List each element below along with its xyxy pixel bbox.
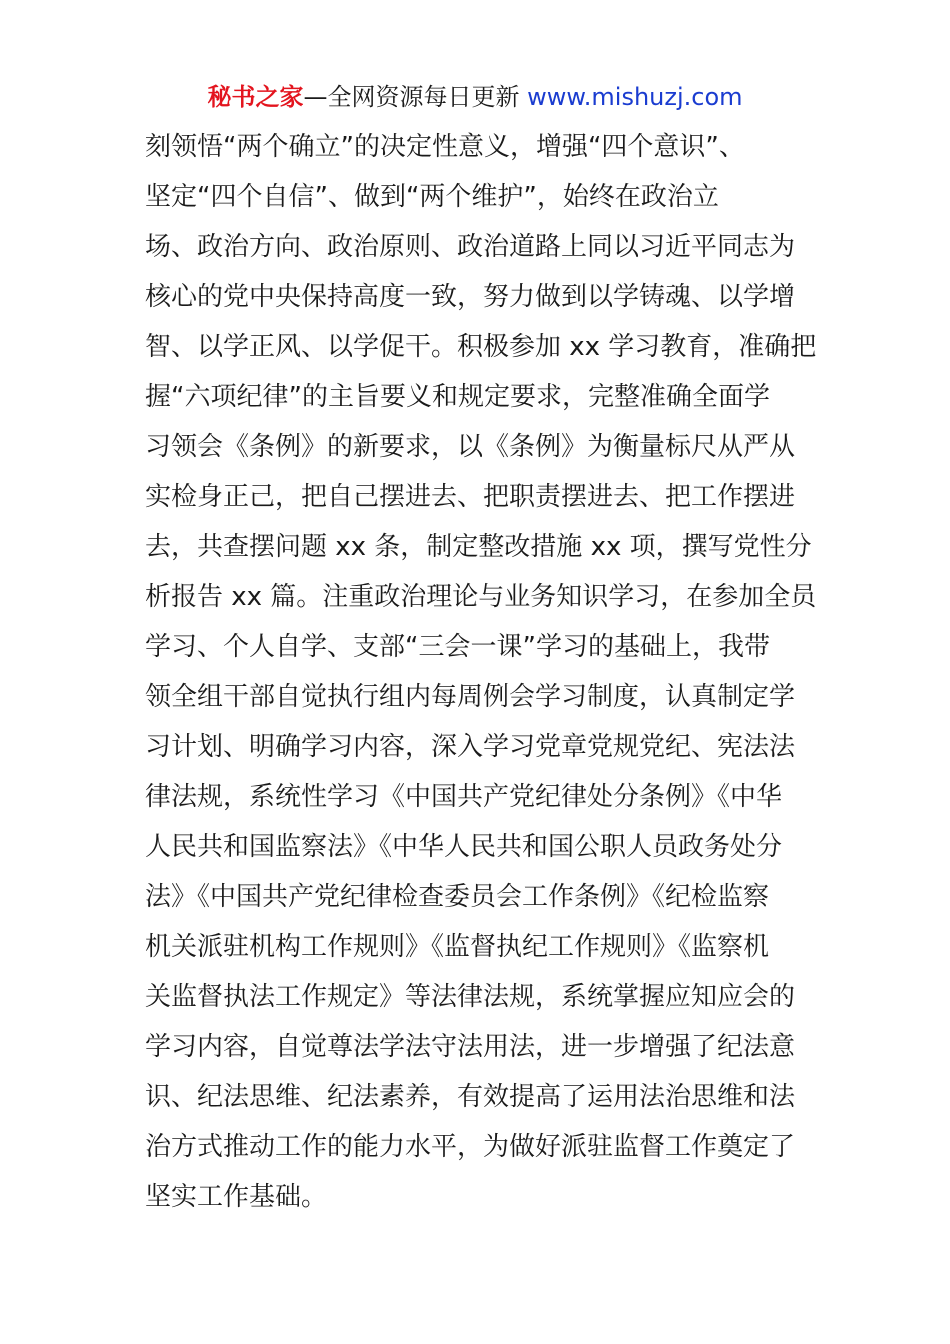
body-line: 学习、个人自学、支部“三会一课”学习的基础上，我带 — [145, 632, 770, 662]
body-line: 法》《中国共产党纪律检查委员会工作条例》《纪检监察 — [145, 882, 770, 912]
body-line: 智、以学正风、以学促干。积极参加 xx 学习教育，准确把 — [145, 332, 817, 362]
body-line: 实检身正己，把自己摆进去、把职责摆进去、把工作摆进 — [145, 482, 796, 512]
body-line: 学习内容，自觉尊法学法守法用法，进一步增强了纪法意 — [145, 1032, 796, 1062]
body-line: 习计划、明确学习内容，深入学习党章党规党纪、宪法法 — [145, 732, 796, 762]
document-body — [145, 122, 825, 1222]
body-line: 去，共查摆问题 xx 条，制定整改措施 xx 项，撰写党性分 — [145, 532, 812, 562]
page-header — [0, 80, 950, 114]
body-line: 人民共和国监察法》《中华人民共和国公职人员政务处分 — [145, 832, 783, 862]
body-line: 核心的党中央保持高度一致，努力做到以学铸魂、以学增 — [145, 282, 796, 312]
body-line: 刻领悟“两个确立”的决定性意义，增强“四个意识”、 — [145, 132, 745, 162]
body-line: 关监督执法工作规定》等法律法规，系统掌握应知应会的 — [145, 982, 796, 1012]
body-line: 机关派驻机构工作规则》《监督执纪工作规则》《监察机 — [145, 932, 770, 962]
body-line: 坚实工作基础。 — [145, 1182, 328, 1212]
body-line: 治方式推动工作的能力水平，为做好派驻监督工作奠定了 — [145, 1132, 796, 1162]
body-line: 场、政治方向、政治原则、政治道路上同以习近平同志为 — [145, 232, 796, 262]
brand-name: 秘书之家 — [207, 83, 304, 111]
header-tagline: —全网资源每日更新 — [303, 83, 520, 111]
body-line: 坚定“四个自信”、做到“两个维护”，始终在政治立 — [145, 182, 719, 212]
body-line: 领全组干部自觉执行组内每周例会学习制度，认真制定学 — [145, 682, 796, 712]
body-line: 习领会《条例》的新要求，以《条例》为衡量标尺从严从 — [145, 432, 796, 462]
site-url-link[interactable]: www.mishuzj.com — [527, 83, 743, 111]
body-line: 析报告 xx 篇。注重政治理论与业务知识学习，在参加全员 — [145, 582, 817, 612]
body-line: 律法规，系统性学习《中国共产党纪律处分条例》《中华 — [145, 782, 783, 812]
body-line: 识、纪法思维、纪法素养，有效提高了运用法治思维和法 — [145, 1082, 796, 1112]
body-line: 握“六项纪律”的主旨要义和规定要求，完整准确全面学 — [145, 382, 770, 412]
